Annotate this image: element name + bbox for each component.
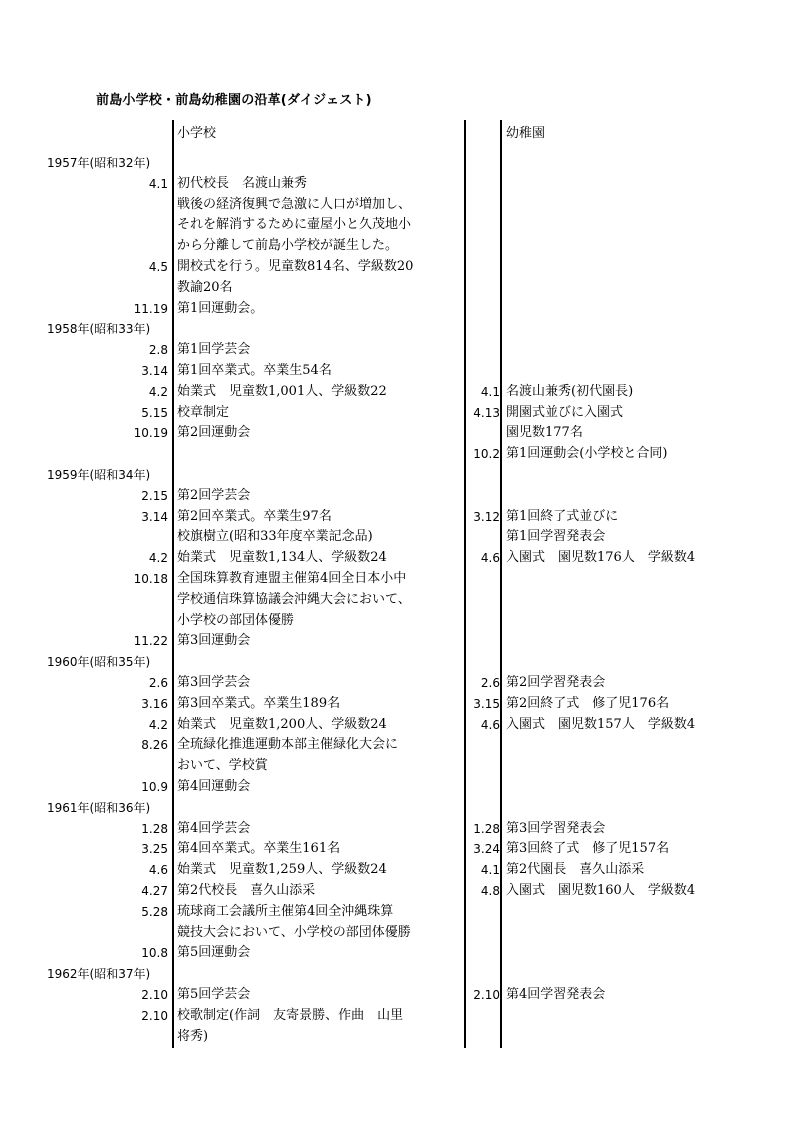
table-row [0, 257, 794, 278]
kindergarten-event: 第2代園長 喜久山添采 [506, 862, 645, 878]
school-event: それを解消するために壷屋小と久茂地小 [177, 217, 412, 233]
kindergarten-event: 入園式 園児数176人 学級数4 [506, 550, 696, 566]
school-date: 4.2 [148, 717, 168, 732]
school-date: 10.8 [141, 946, 168, 961]
kindergarten-event: 第1回運動会(小学校と合同) [506, 446, 668, 462]
table-row [0, 715, 794, 736]
school-event: 始業式 児童数1,259人、学級数24 [177, 862, 387, 878]
school-date: 3.25 [141, 842, 168, 857]
school-date: 4.6 [148, 863, 168, 878]
table-row [0, 361, 794, 382]
school-event: 第1回卒業式。卒業生54名 [177, 363, 332, 378]
table-row [0, 1006, 794, 1027]
school-date: 11.19 [133, 301, 168, 316]
school-event: 戦後の経済復興で急激に人口が増加し、 [177, 196, 412, 212]
kindergarten-event: 入園式 園児数160人 学級数4 [506, 883, 696, 898]
school-event: 始業式 児童数1,001人、学級数22 [177, 383, 387, 399]
kindergarten-column-header: 幼稚園 [506, 126, 546, 141]
school-event: 第3回卒業式。卒業生189名 [177, 695, 341, 711]
table-row [0, 569, 794, 590]
school-event: 開校式を行う。児童数814名、学級数20 [177, 259, 414, 274]
school-event: 小学校の部団体優勝 [177, 612, 295, 628]
table-row [0, 673, 794, 694]
page-title: 前島小学校・前島幼稚園の沿革(ダイジェスト) [96, 93, 372, 108]
school-event: 全琉緑化推進運動本部主催緑化大会に [177, 737, 399, 753]
school-event: 第3回運動会 [177, 633, 251, 649]
year-label: 1960年(昭和35年) [47, 655, 151, 670]
table-row [0, 631, 794, 652]
kindergarten-event: 入園式 園児数157人 学級数4 [506, 716, 696, 732]
kindergarten-event: 第2回学習発表会 [506, 675, 606, 690]
school-event: 初代校長 名渡山兼秀 [177, 175, 308, 191]
school-date: 5.28 [141, 904, 168, 919]
school-event: 第4回運動会 [177, 779, 251, 794]
table-row [0, 444, 794, 465]
kindergarten-event: 開園式並びに入園式 [506, 404, 624, 420]
school-date: 3.16 [141, 696, 168, 711]
school-event: 校歌制定(作詞 友寄景勝、作曲 山里 [177, 1007, 404, 1023]
school-date: 2.8 [148, 343, 168, 358]
school-event: 第3回学芸会 [177, 675, 251, 690]
school-date: 4.2 [148, 551, 168, 566]
year-label: 1958年(昭和33年) [47, 322, 151, 337]
table-row [0, 299, 794, 320]
school-date: 1.28 [141, 821, 168, 836]
kindergarten-date: 4.13 [473, 405, 500, 420]
school-event: 学校通信珠算協議会沖縄大会において、 [177, 591, 411, 607]
school-event: 始業式 児童数1,200人、学級数24 [177, 716, 387, 732]
table-row [0, 548, 794, 569]
school-event: 第2代校長 喜久山添采 [177, 883, 316, 898]
table-row [0, 819, 794, 840]
table-row [0, 174, 794, 195]
table-row [0, 486, 794, 507]
kindergarten-date: 2.6 [480, 676, 500, 690]
kindergarten-date: 3.12 [473, 509, 500, 524]
table-row [0, 465, 794, 486]
school-event: 校旗樹立(昭和33年度卒業記念品) [177, 529, 373, 545]
school-date: 4.2 [148, 384, 168, 399]
year-label: 1962年(昭和37年) [47, 967, 151, 982]
table-row [0, 923, 794, 944]
table-row [0, 902, 794, 923]
school-date: 2.10 [141, 988, 168, 1002]
school-date: 2.10 [141, 1008, 168, 1023]
table-row [0, 798, 794, 819]
table-row [0, 839, 794, 860]
school-event: 競技大会において、小学校の部団体優勝 [177, 924, 411, 940]
kindergarten-date: 1.28 [473, 821, 500, 836]
year-label: 1959年(昭和34年) [47, 468, 151, 482]
school-event: 第4回卒業式。卒業生161名 [177, 841, 341, 857]
kindergarten-event: 名渡山兼秀(初代園長) [506, 383, 634, 399]
kindergarten-event: 園児数177名 [506, 425, 583, 441]
school-event: 第5回学芸会 [177, 987, 251, 1002]
school-date: 10.19 [133, 426, 168, 441]
school-event: から分離して前島小学校が誕生した。 [177, 238, 399, 254]
kindergarten-date: 3.15 [473, 696, 500, 711]
table-row [0, 860, 794, 881]
school-event: 第2回卒業式。卒業生97名 [177, 508, 332, 524]
table-row [0, 382, 794, 403]
kindergarten-date: 3.24 [473, 842, 500, 857]
school-event: 第2回学芸会 [177, 487, 251, 503]
table-row [0, 590, 794, 611]
kindergarten-date: 4.1 [480, 863, 500, 878]
school-date: 2.6 [148, 676, 168, 690]
kindergarten-event: 第3回学習発表会 [506, 820, 606, 836]
kindergarten-event: 第1回終了式並びに [506, 508, 619, 524]
kindergarten-date: 4.6 [480, 551, 500, 566]
year-label: 1957年(昭和32年) [47, 156, 151, 170]
table-row [0, 611, 794, 632]
table-row [0, 735, 794, 756]
table-row [0, 403, 794, 424]
kindergarten-date: 4.1 [480, 384, 500, 399]
school-date: 10.18 [133, 572, 168, 586]
table-row [0, 964, 794, 985]
table-row [0, 278, 794, 299]
table-row [0, 319, 794, 340]
table-row [0, 985, 794, 1006]
school-event: 第1回運動会。 [177, 300, 264, 316]
table-row [0, 236, 794, 257]
school-event: 第1回学芸会 [177, 342, 251, 358]
table-row [0, 507, 794, 528]
table-row [0, 756, 794, 777]
table-row [0, 423, 794, 444]
school-event: 始業式 児童数1,134人、学級数24 [177, 550, 387, 566]
table-row [0, 1027, 794, 1048]
table-row [0, 694, 794, 715]
table-row [0, 777, 794, 798]
school-date: 5.15 [141, 405, 168, 420]
school-date: 11.22 [133, 634, 168, 649]
table-row [0, 652, 794, 673]
school-column-header: 小学校 [177, 126, 217, 141]
kindergarten-event: 第4回学習発表会 [506, 987, 606, 1002]
kindergarten-event: 第3回終了式 修了児157名 [506, 841, 670, 857]
kindergarten-date: 4.8 [480, 884, 500, 898]
school-event: 琉球商工会議所主催第4回全沖縄珠算 [177, 903, 394, 919]
school-date: 10.9 [141, 780, 168, 794]
school-date: 8.26 [141, 738, 168, 753]
kindergarten-date: 4.6 [480, 717, 500, 732]
table-row [0, 153, 794, 174]
school-event: 校章制定 [177, 404, 230, 420]
table-row [0, 943, 794, 964]
school-event: 第5回運動会 [177, 945, 251, 961]
school-date: 4.1 [148, 176, 168, 191]
kindergarten-event: 第1回学習発表会 [506, 529, 606, 545]
school-event: 第2回運動会 [177, 425, 251, 441]
year-label: 1961年(昭和36年) [47, 800, 151, 815]
school-event: 将秀) [177, 1028, 209, 1044]
table-row [0, 340, 794, 361]
school-event: おいて、学校賞 [177, 758, 268, 774]
school-event: 第4回学芸会 [177, 820, 251, 836]
table-row [0, 527, 794, 548]
kindergarten-date: 2.10 [473, 988, 500, 1002]
school-date: 3.14 [141, 364, 168, 378]
school-event: 教諭20名 [177, 279, 233, 295]
school-date: 4.27 [141, 884, 168, 898]
school-event: 全国珠算教育連盟主催第4回全日本小中 [177, 571, 407, 586]
table-row [0, 881, 794, 902]
school-date: 2.15 [141, 488, 168, 503]
table-row [0, 215, 794, 236]
table-row [0, 195, 794, 216]
school-date: 4.5 [148, 260, 168, 274]
kindergarten-date: 10.2 [473, 447, 500, 462]
kindergarten-event: 第2回終了式 修了児176名 [506, 695, 670, 711]
school-date: 3.14 [141, 509, 168, 524]
